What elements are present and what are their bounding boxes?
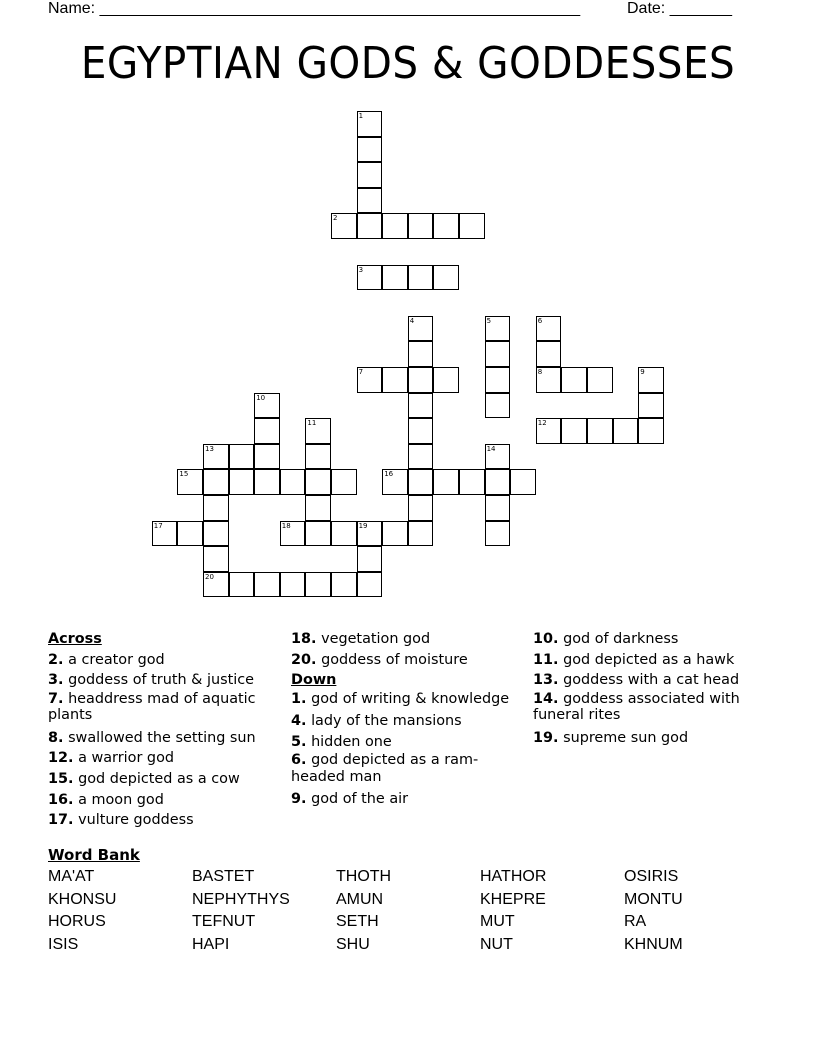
clue-across-7: 7. headdress mad of aquatic plants: [48, 690, 256, 724]
cell-number: 14: [486, 444, 496, 453]
grid-cell[interactable]: [305, 418, 331, 444]
grid-cell[interactable]: [536, 316, 562, 342]
date-field[interactable]: Date: _______: [627, 0, 732, 17]
grid-cell[interactable]: [561, 418, 587, 444]
grid-cell[interactable]: [561, 367, 587, 393]
word-bank-item: THOTH: [336, 868, 392, 885]
grid-cell[interactable]: [229, 444, 255, 470]
grid-cell[interactable]: [433, 367, 459, 393]
cell-number: 17: [153, 521, 163, 530]
grid-cell[interactable]: [331, 469, 357, 495]
word-bank-item: BASTET: [192, 868, 255, 885]
grid-cell[interactable]: [613, 418, 639, 444]
word-bank-item: KHONSU: [48, 891, 117, 908]
word-bank-item: ISIS: [48, 936, 79, 953]
grid-cell[interactable]: [357, 137, 383, 163]
grid-cell[interactable]: [433, 265, 459, 291]
grid-cell[interactable]: [203, 444, 229, 470]
clue-down-6: 6. god depicted as a ram-headed man: [291, 752, 479, 785]
grid-cell[interactable]: [305, 444, 331, 470]
grid-cell[interactable]: [433, 213, 459, 239]
cell-number: 4: [409, 316, 415, 325]
grid-cell[interactable]: [229, 572, 255, 598]
grid-cell[interactable]: [203, 572, 229, 598]
clue-across-15: 15. god depicted as a cow: [48, 770, 240, 787]
grid-cell[interactable]: [485, 341, 511, 367]
grid-cell[interactable]: [254, 393, 280, 419]
cell-number: 5: [486, 316, 492, 325]
clue-across-12: 12. a warrior god: [48, 750, 175, 767]
word-bank-item: HATHOR: [480, 868, 547, 885]
clue-down-5: 5. hidden one: [291, 733, 392, 750]
grid-cell[interactable]: [485, 393, 511, 419]
grid-cell[interactable]: [357, 572, 383, 598]
word-bank-item: KHEPRE: [480, 891, 546, 908]
cell-number: 19: [358, 521, 368, 530]
clues-column-1: [48, 629, 286, 831]
clue-down-1: 1. god of writing & knowledge: [291, 690, 510, 707]
clue-down-14: 14. goddess associated with funeral rites: [533, 690, 740, 724]
grid-cell[interactable]: [408, 495, 434, 521]
grid-cell[interactable]: [536, 341, 562, 367]
clue-across-17: 17. vulture goddess: [48, 812, 194, 829]
grid-cell[interactable]: [408, 393, 434, 419]
word-bank-item: SHU: [336, 936, 370, 953]
grid-cell[interactable]: [408, 444, 434, 470]
grid-cell[interactable]: [357, 213, 383, 239]
clue-down-13: 13. goddess with a cat head: [533, 672, 740, 689]
grid-cell[interactable]: [357, 111, 383, 137]
grid-cell[interactable]: [382, 367, 408, 393]
clue-down-19: 19. supreme sun god: [533, 729, 689, 746]
down-heading: Down: [291, 672, 337, 689]
clue-across-16: 16. a moon god: [48, 791, 164, 808]
cell-number: 15: [179, 470, 189, 479]
word-bank-item: NEPHYTHYS: [192, 891, 290, 908]
grid-cell[interactable]: [254, 572, 280, 598]
word-bank-item: AMUN: [336, 891, 384, 908]
grid-cell[interactable]: [254, 444, 280, 470]
clues-column-3: [533, 629, 771, 748]
cell-number: 7: [358, 368, 364, 376]
grid-cell[interactable]: [382, 469, 408, 495]
grid-cell[interactable]: [331, 572, 357, 598]
clue-across-2: 2. a creator god: [48, 651, 165, 668]
cell-number: 20: [205, 572, 214, 581]
grid-cell[interactable]: [254, 469, 280, 495]
grid-cell[interactable]: [331, 213, 357, 239]
word-bank-item: TEFNUT: [192, 913, 256, 930]
cell-number: 16: [384, 470, 394, 479]
grid-cell[interactable]: [305, 495, 331, 521]
grid-cell[interactable]: [357, 188, 383, 214]
word-bank-item: OSIRIS: [624, 868, 679, 885]
grid-cell[interactable]: [485, 316, 511, 342]
word-bank-item: MONTU: [624, 891, 683, 908]
cell-number: 8: [537, 368, 543, 376]
clue-across-8: 8. swallowed the setting sun: [48, 729, 256, 746]
word-bank-item: HAPI: [192, 936, 230, 953]
cell-number: 10: [256, 393, 266, 402]
grid-cell[interactable]: [203, 495, 229, 521]
clue-across-3: 3. goddess of truth & justice: [48, 672, 254, 689]
grid-cell[interactable]: [638, 393, 664, 419]
grid-cell[interactable]: [485, 367, 511, 393]
grid-cell[interactable]: [177, 469, 203, 495]
grid-cell[interactable]: [305, 572, 331, 598]
grid-cell[interactable]: [331, 521, 357, 547]
word-bank-item: SETH: [336, 913, 379, 930]
word-bank-item: NUT: [480, 936, 513, 953]
word-bank-item: RA: [624, 913, 647, 930]
word-bank-item: MUT: [480, 913, 515, 930]
clue-across-18: 18. vegetation god: [291, 631, 431, 647]
grid-cell[interactable]: [536, 367, 562, 393]
cell-number: 13: [205, 444, 214, 453]
cell-number: 18: [281, 521, 291, 530]
grid-cell[interactable]: [408, 341, 434, 367]
cell-number: 3: [358, 265, 364, 274]
cell-number: 1: [358, 112, 364, 120]
grid-cell[interactable]: [280, 521, 306, 547]
grid-cell[interactable]: [203, 546, 229, 572]
word-bank-item: KHNUM: [624, 936, 683, 953]
grid-cell[interactable]: [459, 213, 485, 239]
grid-cell[interactable]: [485, 469, 511, 495]
grid-cell[interactable]: [408, 316, 434, 342]
grid-cell[interactable]: [382, 521, 408, 547]
grid-cell[interactable]: [280, 572, 306, 598]
grid-cell[interactable]: [152, 521, 178, 547]
grid-cell[interactable]: [382, 213, 408, 239]
grid-cell[interactable]: [203, 521, 229, 547]
grid-cell[interactable]: [229, 469, 255, 495]
grid-cell[interactable]: [254, 418, 280, 444]
grid-cell[interactable]: [485, 495, 511, 521]
grid-cell[interactable]: [382, 265, 408, 291]
grid-cell[interactable]: [433, 469, 459, 495]
grid-cell[interactable]: [408, 418, 434, 444]
grid-cell[interactable]: [357, 546, 383, 572]
word-bank-heading: Word Bank: [48, 846, 140, 864]
grid-cell[interactable]: [357, 265, 383, 291]
cell-number: 2: [333, 214, 338, 223]
grid-cell[interactable]: [408, 367, 434, 393]
grid-cell[interactable]: [485, 521, 511, 547]
grid-cell[interactable]: [408, 521, 434, 547]
grid-cell[interactable]: [203, 469, 229, 495]
word-bank-item: MA'AT: [48, 868, 95, 885]
cell-number: 12: [537, 419, 547, 428]
across-heading: Across: [48, 631, 102, 647]
clue-down-9: 9. god of the air: [291, 791, 409, 808]
grid-cell[interactable]: [305, 469, 331, 495]
grid-cell[interactable]: [357, 367, 383, 393]
grid-cell[interactable]: [510, 469, 536, 495]
name-field[interactable]: Name: ______________________________________________________: [48, 0, 581, 17]
grid-cell[interactable]: [587, 367, 613, 393]
page-title: EGYPTIAN GODS & GODDESSES: [80, 38, 736, 89]
grid-cell[interactable]: [280, 469, 306, 495]
grid-cell[interactable]: [357, 162, 383, 188]
grid-cell[interactable]: [459, 469, 485, 495]
grid-cell[interactable]: [638, 418, 664, 444]
cell-number: 11: [307, 419, 317, 428]
grid-cell[interactable]: [408, 213, 434, 239]
clue-down-4: 4. lady of the mansions: [291, 713, 462, 730]
grid-cell[interactable]: [305, 521, 331, 547]
clue-across-20: 20. goddess of moisture: [291, 651, 468, 668]
grid-cell[interactable]: [408, 469, 434, 495]
grid-cell[interactable]: [357, 521, 383, 547]
grid-cell[interactable]: [485, 444, 511, 470]
cell-number: 6: [537, 316, 543, 325]
clues-column-2: [291, 629, 529, 810]
grid-cell[interactable]: [587, 418, 613, 444]
word-bank-item: HORUS: [48, 913, 106, 930]
clue-down-11: 11. god depicted as a hawk: [533, 651, 735, 668]
grid-cell[interactable]: [408, 265, 434, 291]
clue-down-10: 10. god of darkness: [533, 631, 679, 647]
cell-number: 9: [640, 368, 645, 376]
grid-cell[interactable]: [638, 367, 664, 393]
grid-cell[interactable]: [536, 418, 562, 444]
grid-cell[interactable]: [177, 521, 203, 547]
